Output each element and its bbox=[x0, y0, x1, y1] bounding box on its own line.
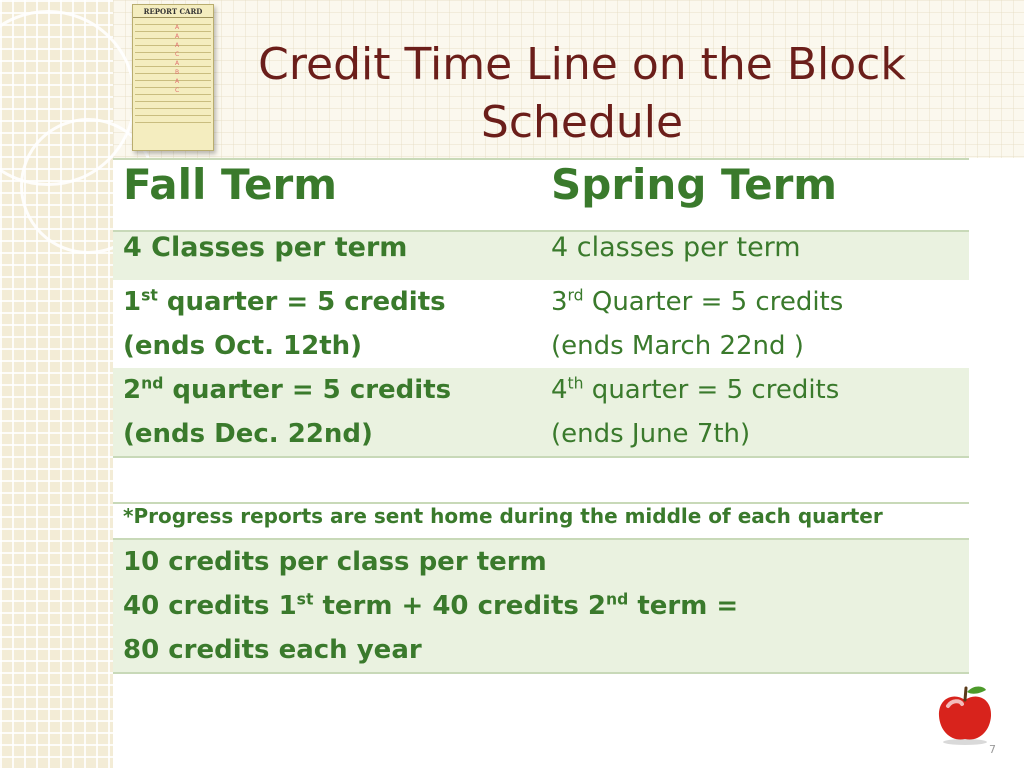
apple-icon bbox=[934, 684, 996, 746]
fall-term-header: Fall Term bbox=[113, 159, 541, 231]
fall-classes-cell: 4 Classes per term bbox=[113, 231, 541, 280]
slide-title-line1: Credit Time Line on the Block bbox=[258, 39, 906, 90]
slide-title bbox=[212, 36, 952, 152]
summary-line1: 10 credits per class per term bbox=[123, 547, 547, 577]
spring-q4-cell: 4th quarter = 5 credits (ends June 7th) bbox=[541, 368, 969, 457]
credits-summary bbox=[113, 539, 969, 673]
fall-q1-end: (ends Oct. 12th) bbox=[123, 331, 363, 361]
report-card-heading: REPORT CARD bbox=[133, 5, 213, 18]
spring-q4-end: (ends June 7th) bbox=[551, 419, 751, 449]
fall-q2-cell: 2nd quarter = 5 credits (ends Dec. 22nd) bbox=[113, 368, 541, 457]
report-card-image bbox=[132, 4, 214, 151]
fall-q2-end: (ends Dec. 22nd) bbox=[123, 419, 373, 449]
summary-line2: 40 credits 1st term + 40 credits 2nd term = bbox=[123, 590, 739, 621]
summary-line3: 80 credits each year bbox=[123, 635, 422, 665]
progress-note: *Progress reports are sent home during the middle of each quarter bbox=[113, 503, 969, 539]
slide-title-line2: Schedule bbox=[480, 97, 684, 148]
spring-term-header: Spring Term bbox=[541, 159, 969, 231]
spring-classes-cell: 4 classes per term bbox=[541, 231, 969, 280]
page-number: 7 bbox=[989, 743, 996, 756]
credit-timeline-table bbox=[113, 158, 969, 674]
spring-q3-cell: 3rd Quarter = 5 credits (ends March 22nd ) bbox=[541, 280, 969, 368]
fall-q1-cell: 1st quarter = 5 credits (ends Oct. 12th) bbox=[113, 280, 541, 368]
spring-q3-end: (ends March 22nd ) bbox=[551, 331, 804, 361]
blank-row bbox=[113, 457, 969, 503]
report-card-grades: A A A C A B A C bbox=[175, 24, 180, 94]
